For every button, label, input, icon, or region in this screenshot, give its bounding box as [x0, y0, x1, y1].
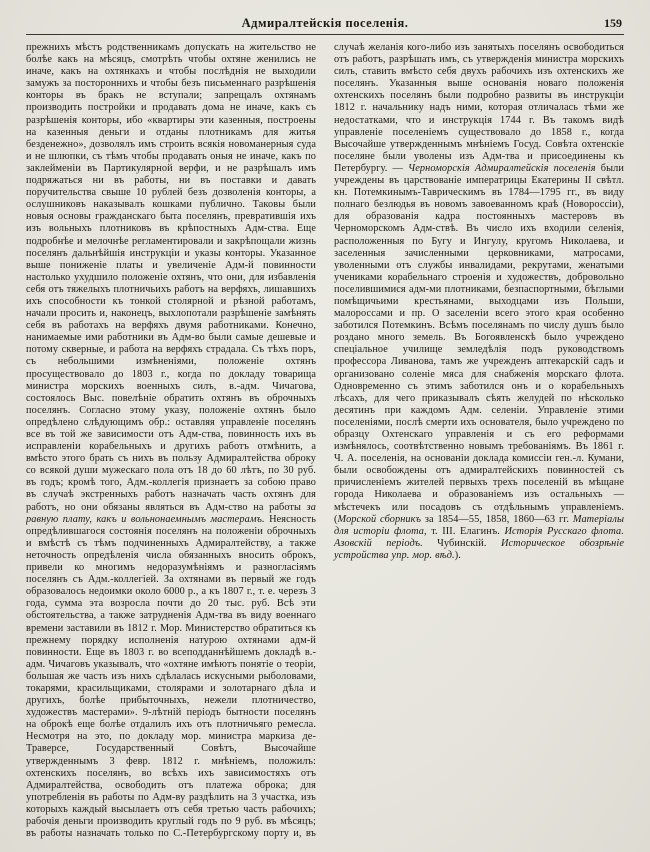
article-text-columns: [26, 42, 624, 842]
article-segment-italic: Морской сборникъ: [337, 513, 422, 525]
article-segment-italic: Матеріалы для исторіи флота: [334, 513, 624, 537]
article-segment-italic: Исторія Русскаго флота. Азовскій періодъ.: [334, 525, 624, 549]
article-segment-italic: Историческое обозрѣніе устройства упр. мор. вѣд.: [334, 537, 624, 561]
article-segment: за 1854—55, 1858, 1860—63 гг.: [421, 513, 573, 525]
article-segment: Неясность опредѣлившагося состоянія поселянъ на положеніи оброчныхъ и вмѣстѣ съ тѣмъ подчиненныхъ Адмиралтейству, а также неточность опредѣленія числа обязанныхъ вносить оброкъ, привели ко многимъ недоразумѣніямъ и разногласіямъ поселянъ съ Адм.-коллегіей. За охтянами въ первый же годъ образовалось недоимки около 6000 р., а къ 1807 г., т. е. черезъ 3 года, сумма эта возросла почти до 20 тыс. руб. Всѣ эти обстоятельства, а также затрудненія Адм-тва въ виду военнаго времени заставили въ 1812 г. Мор. Министерство обратиться къ прежнему порядку исполненія натурою охтянами адм-й повинности. Еще въ 1803 г. во всеподданнѣйшемъ докладѣ в.-адм. Чичаговъ указывалъ, что «охтяне имѣютъ понятіе о теоріи, большая же часть изъ нихъ сдѣлалась искусными рыболовами, токарями, красильщиками, столярами и золотарнаго дѣла и другихъ, болѣе прибыточныхъ, нежели плотничество, художествъ мастерами». 9-лѣтній періодъ бытности поселянъ на оброкѣ еще болѣе отдалилъ ихъ отъ плотничьяго ремесла. Несмотря на это, по докладу мор. министра маркиза де-Траверсе, Государственный Совѣтъ, Высочайше утвержденнымъ 3 февр. 1812 г. мнѣніемъ, положилъ: охтенскихъ поселянъ, во всѣхъ ихъ зависимостяхъ отъ Адмиралтейства, освободить отъ платежа оброка; для употребленія въ работы по Адм-ву раздѣлить на 3 участка, изъ которыхъ каждый высылаетъ отъ себя третью часть рабочихъ; рабочія деньги производить круглый годъ по 9 руб. въ мѣсяцъ; въ работы назначать только по С.-Петербургскому порту и, въ случаѣ желанія кого-либо изъ занятыхъ поселянъ освободиться отъ работъ, разрѣшать имъ, съ утвержденія министра морскихъ силъ, ставить вмѣсто себя двухъ рабочихъ изъ охтенскихъ же поселянъ. Указанныя выше основанія новаго положенія охтенскихъ поселянъ были подробно развиты въ инструкціи 1812 г. начальнику надъ ними, которая отличалась тѣми же недостатками, что и инструкція 1744 г. Въ такомъ видѣ управленіе поселеніемъ существовало до 1858 г., когда Высочайше утвержденнымъ мнѣніемъ Госуд. Совѣта охтенскіе поселяне были уволены изъ Адм-тва и присоединены къ Петербургу. —: [26, 42, 624, 840]
header-rule: [26, 34, 624, 35]
article-segment-italic: Черноморскія Адмиралтейскія поселенія: [408, 162, 596, 174]
article-segment: Чубинскій.: [422, 537, 501, 549]
article-segment-italic: за равную плату, какъ и вольнонаемнымъ мастерамъ.: [26, 501, 316, 525]
article-segment: , т. III. Елагинъ.: [424, 525, 505, 537]
page-number: 159: [604, 16, 622, 30]
article-segment: были учреждены въ царствованіе императрицы Екатерины II свѣтл. кн. Потемкинымъ-Таврическимъ въ 1784—1795 гг., въ виду полнаго безлюдья въ новомъ завоеванномъ краѣ (Новороссіи), для образованія кадра постоянныхъ мастеровъ въ Черноморскомъ Адм-ствѣ. Въ число ихъ входили селенія, расположенныя по Бугу и Ингулу, кругомъ Николаева, и заселенныя зачисленными церковниками, матросами, уволенными отъ службы инвалидами, рекрутами, женатыми учениками корабельнаго строенія и художествъ, добровольно поселившимися адм-ми плотниками, безпаспортными, бѣглыми помѣщичьими крестьянами, выходцами изъ Польши, малороссами и пр. О заселеніи всего этого края особенно заботился Потемкинъ. Всѣмъ поселянамъ по числу душъ было роздано много земель. Въ Богоявленскѣ было учреждено спеціальное училище земледѣлія подъ руководствомъ профессора Ливанова, тамъ же учрежденъ аптекарскій садъ и организовано соленіе мяса для снабженія морскаго флота. Одновременно съ этимъ заботился онъ и о корабельныхъ лѣсахъ, для чего приказывалъ сѣять желудей по нѣсколько десятинъ при каждомъ Адм. селеніи. Управленіе этими поселеніями, послѣ смерти ихъ основателя, было учреждено по образцу Охтенскаго управленія и съ его реформами измѣнялось, соотвѣтственно новымъ требованіямъ. Въ 1861 г. Ч. А. поселенія, на основаніи доклада комиссіи ген.-л. Кумани, были освобождены отъ адмиралтейскихъ повинностей съ причисленіемъ жителей первыхъ трехъ поселеній въ мѣщане города Николаева и образованіемъ изъ остальныхъ — мѣстечекъ или посадовъ съ отдѣльнымъ управленіемъ. (: [334, 162, 624, 525]
page-header: [26, 16, 624, 31]
article-segment: прежнихъ мѣстъ родственникамъ допускать на жительство не болѣе какъ на мѣсяцъ, смотрѣть чтобы охтяне женились не иначе, какъ на охтянкахъ и чтобы послѣднія не выходили замужъ за постороннихъ и чтобы безъ письменнаго разрѣшенія конторы въ бракъ не вступали; запрещалъ охтянамъ производить постройки и продавать дома не иначе, какъ съ разрѣшенія конторы, ибо «квартиры эти казенныя, построены на казенныя деньги и отданы плотникамъ для житья безденежно», дозволялъ имъ строить всякія новоманерныя суда и не шлюпки, съ тѣмъ чтобы продавать оныя не иначе, какъ по заклейменіи въ Партикулярной верфи, и не разрѣшалъ имъ подряжаться ни въ работы, ни въ поставки и давать поручительства свыше 10 рублей безъ дозволенія конторы, а ослушниковъ наказывалъ кошками публично. Таковы были новыя основы гражданскаго быта поселянъ, превратившія ихъ изъ вольныхъ плотниковъ въ крѣпостныхъ Адм-ства. Еще подробнѣе и мелочнѣе регламентировали и закрѣпощали жизнь поселянъ дальнѣйшія инструкціи и указы конторы. Указанное выше пониженіе платы и увеличеніе Адм-й повинности настолько ухудшило положеніе охтянъ, что они, для избавленія себя отъ тяжелыхъ плотничьихъ работъ на верфяхъ, лишавшихъ ихъ способности къ тонкой столярной и рѣзной работамъ, начали просить и, наконецъ, выхлопотали разрѣшеніе замѣнять себя въ работахъ на верфяхъ двумя работниками. Конечно, нанимаемые ими работники въ Адм-во были самые дешевые и потому скверные, и работа на верфяхъ страдала. Съ тѣхъ поръ, съ небольшими измѣненіями, положеніе охтянъ просуществовало до 1803 г., когда по докладу товарища министра морскихъ военныхъ силъ, в.-адм. Чичагова, состоялось Выс. повелѣніе обратить охтянъ въ оброчныхъ поселянъ. Согласно этому указу, положеніе охтянъ было опредѣлено слѣдующимъ обр.: оставляя управленіе поселянъ все въ той же зависимости отъ Адм-ства, повинность ихъ въ исправленіи корабельныхъ и другихъ работъ отмѣнить, а вмѣсто этого брать съ нихъ въ пользу Адмиралтейства оброку со всякой души мужескаго пола отъ 18 до 60 лѣтъ, по 30 руб. въ годъ; кромѣ того, Адм.-коллегія признаетъ за собою право въ случаѣ экстренныхъ работъ назначать часть охтянъ для работъ, но они обязаны являться въ Адм-ство на работы: [26, 42, 316, 513]
running-title: Адмиралтейскія поселенія.: [241, 16, 409, 30]
article-segment: ).: [454, 549, 461, 561]
